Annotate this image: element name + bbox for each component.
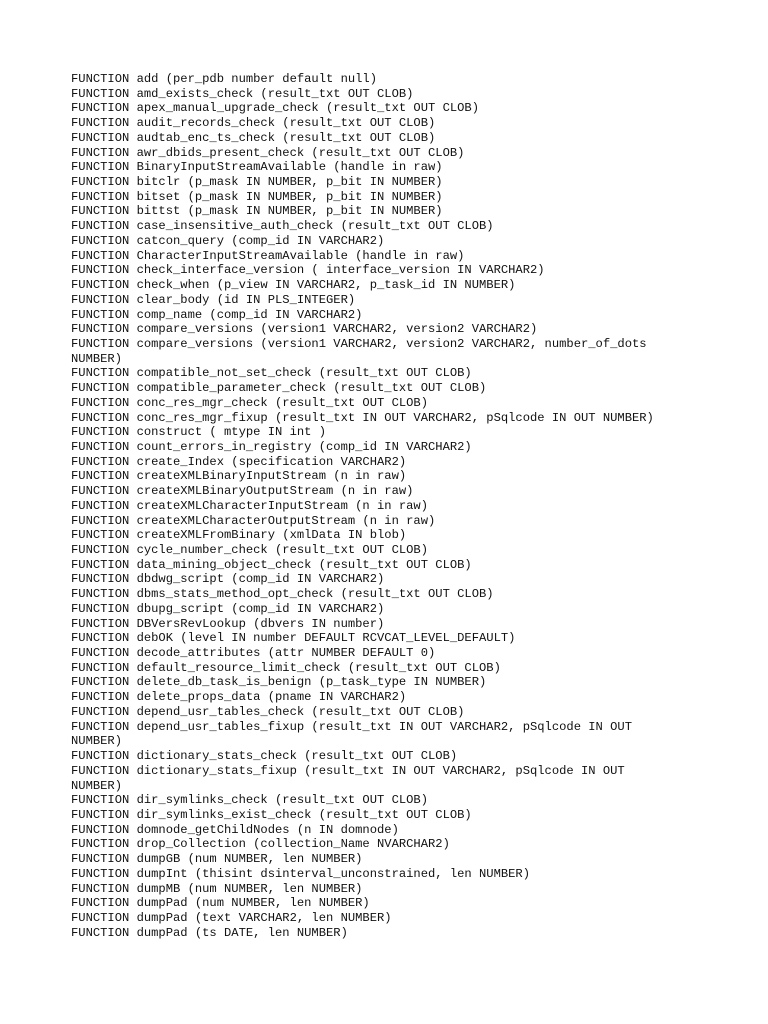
text-line: FUNCTION createXMLCharacterInputStream (n in raw) (71, 498, 428, 513)
text-line: NUMBER) (71, 778, 122, 793)
text-line: NUMBER) (71, 351, 122, 366)
text-line: FUNCTION bitset (p_mask IN NUMBER, p_bit IN NUMBER) (71, 189, 443, 204)
text-line: FUNCTION depend_usr_tables_fixup (result_txt IN OUT VARCHAR2, pSqlcode IN OUT (71, 719, 632, 734)
text-line: FUNCTION check_interface_version ( interface_version IN VARCHAR2) (71, 263, 545, 278)
text-line: FUNCTION check_when (p_view IN VARCHAR2, p_task_id IN NUMBER) (71, 278, 516, 293)
text-line: FUNCTION createXMLBinaryOutputStream (n in raw) (71, 484, 414, 499)
text-line: FUNCTION dumpInt (thisint dsinterval_unconstrained, len NUMBER) (71, 866, 530, 881)
text-line: FUNCTION cycle_number_check (result_txt OUT CLOB) (71, 543, 428, 557)
text-line: FUNCTION dumpPad (ts DATE, len NUMBER) (71, 925, 348, 940)
text-line: FUNCTION audtab_enc_ts_check (result_txt OUT CLOB) (71, 130, 436, 145)
text-line: FUNCTION catcon_query (comp_id IN VARCHAR2) (71, 233, 385, 248)
text-line: FUNCTION dbdwg_script (comp_id IN VARCHAR2) (71, 572, 385, 587)
text-line: FUNCTION drop_Collection (collection_Name NVARCHAR2) (71, 837, 450, 852)
text-line: FUNCTION bittst (p_mask IN NUMBER, p_bit IN NUMBER) (71, 204, 443, 219)
text-line: FUNCTION debOK (level IN number DEFAULT RCVCAT_LEVEL_DEFAULT) (71, 631, 516, 646)
text-line: FUNCTION add (per_pdb number default null) (71, 72, 377, 86)
text-line: FUNCTION case_insensitive_auth_check (result_txt OUT CLOB) (71, 219, 494, 234)
text-line: FUNCTION createXMLBinaryInputStream (n in raw) (71, 469, 407, 484)
text-line: FUNCTION domnode_getChildNodes (n IN domnode) (71, 822, 399, 837)
text-line: FUNCTION apex_manual_upgrade_check (result_txt OUT CLOB) (71, 101, 479, 116)
text-line: FUNCTION audit_records_check (result_txt OUT CLOB) (71, 116, 436, 131)
text-line: FUNCTION dumpPad (num NUMBER, len NUMBER) (71, 896, 370, 911)
text-line: FUNCTION compare_versions (version1 VARCHAR2, version2 VARCHAR2) (71, 322, 538, 337)
text-line: FUNCTION compatible_parameter_check (result_txt OUT CLOB) (71, 381, 487, 396)
text-line: FUNCTION dbupg_script (comp_id IN VARCHAR2) (71, 601, 385, 616)
text-line: FUNCTION createXMLFromBinary (xmlData IN blob) (71, 528, 407, 543)
text-line: FUNCTION compatible_not_set_check (result_txt OUT CLOB) (71, 366, 472, 381)
text-line: FUNCTION decode_attributes (attr NUMBER DEFAULT 0) (71, 646, 436, 661)
text-line: FUNCTION delete_db_task_is_benign (p_task_type IN NUMBER) (71, 675, 487, 690)
text-line: FUNCTION dumpMB (num NUMBER, len NUMBER) (71, 881, 363, 896)
text-line: FUNCTION clear_body (id IN PLS_INTEGER) (71, 292, 356, 307)
text-line: FUNCTION delete_props_data (pname IN VARCHAR2) (71, 690, 407, 705)
text-line: FUNCTION conc_res_mgr_fixup (result_txt IN OUT VARCHAR2, pSqlcode IN OUT NUMBER) (71, 410, 654, 425)
text-line: FUNCTION dictionary_stats_check (result_txt OUT CLOB) (71, 749, 458, 764)
text-line: FUNCTION construct ( mtype IN int ) (71, 425, 326, 440)
text-line: FUNCTION create_Index (specification VARCHAR2) (71, 454, 407, 469)
text-line: FUNCTION dbms_stats_method_opt_check (result_txt OUT CLOB) (71, 587, 494, 602)
document-body (71, 72, 711, 940)
text-line: FUNCTION amd_exists_check (result_txt OUT CLOB) (71, 86, 414, 101)
text-line: FUNCTION dictionary_stats_fixup (result_txt IN OUT VARCHAR2, pSqlcode IN OUT (71, 763, 625, 778)
text-line: FUNCTION createXMLCharacterOutputStream (n in raw) (71, 513, 436, 528)
text-line: FUNCTION count_errors_in_registry (comp_id IN VARCHAR2) (71, 439, 472, 454)
text-line: FUNCTION default_resource_limit_check (result_txt OUT CLOB) (71, 660, 501, 675)
text-line: FUNCTION dumpGB (num NUMBER, len NUMBER) (71, 852, 363, 867)
text-line: FUNCTION data_mining_object_check (result_txt OUT CLOB) (71, 557, 472, 572)
text-line: FUNCTION DBVersRevLookup (dbvers IN number) (71, 616, 385, 631)
text-line: FUNCTION dir_symlinks_check (result_txt OUT CLOB) (71, 793, 428, 808)
text-line: FUNCTION dir_symlinks_exist_check (result_txt OUT CLOB) (71, 807, 472, 822)
text-line: FUNCTION comp_name (comp_id IN VARCHAR2) (71, 307, 363, 322)
text-line: NUMBER) (71, 734, 122, 749)
text-line: FUNCTION conc_res_mgr_check (result_txt OUT CLOB) (71, 395, 428, 410)
text-line: FUNCTION CharacterInputStreamAvailable (handle in raw) (71, 248, 465, 263)
text-line: FUNCTION BinaryInputStreamAvailable (handle in raw) (71, 160, 443, 175)
text-line: FUNCTION dumpPad (text VARCHAR2, len NUMBER) (71, 910, 392, 925)
text-line: FUNCTION depend_usr_tables_check (result_txt OUT CLOB) (71, 704, 465, 719)
text-line: FUNCTION bitclr (p_mask IN NUMBER, p_bit IN NUMBER) (71, 175, 443, 190)
text-line: FUNCTION compare_versions (version1 VARCHAR2, version2 VARCHAR2, number_of_dots (71, 336, 647, 351)
text-line: FUNCTION awr_dbids_present_check (result_txt OUT CLOB) (71, 145, 465, 160)
